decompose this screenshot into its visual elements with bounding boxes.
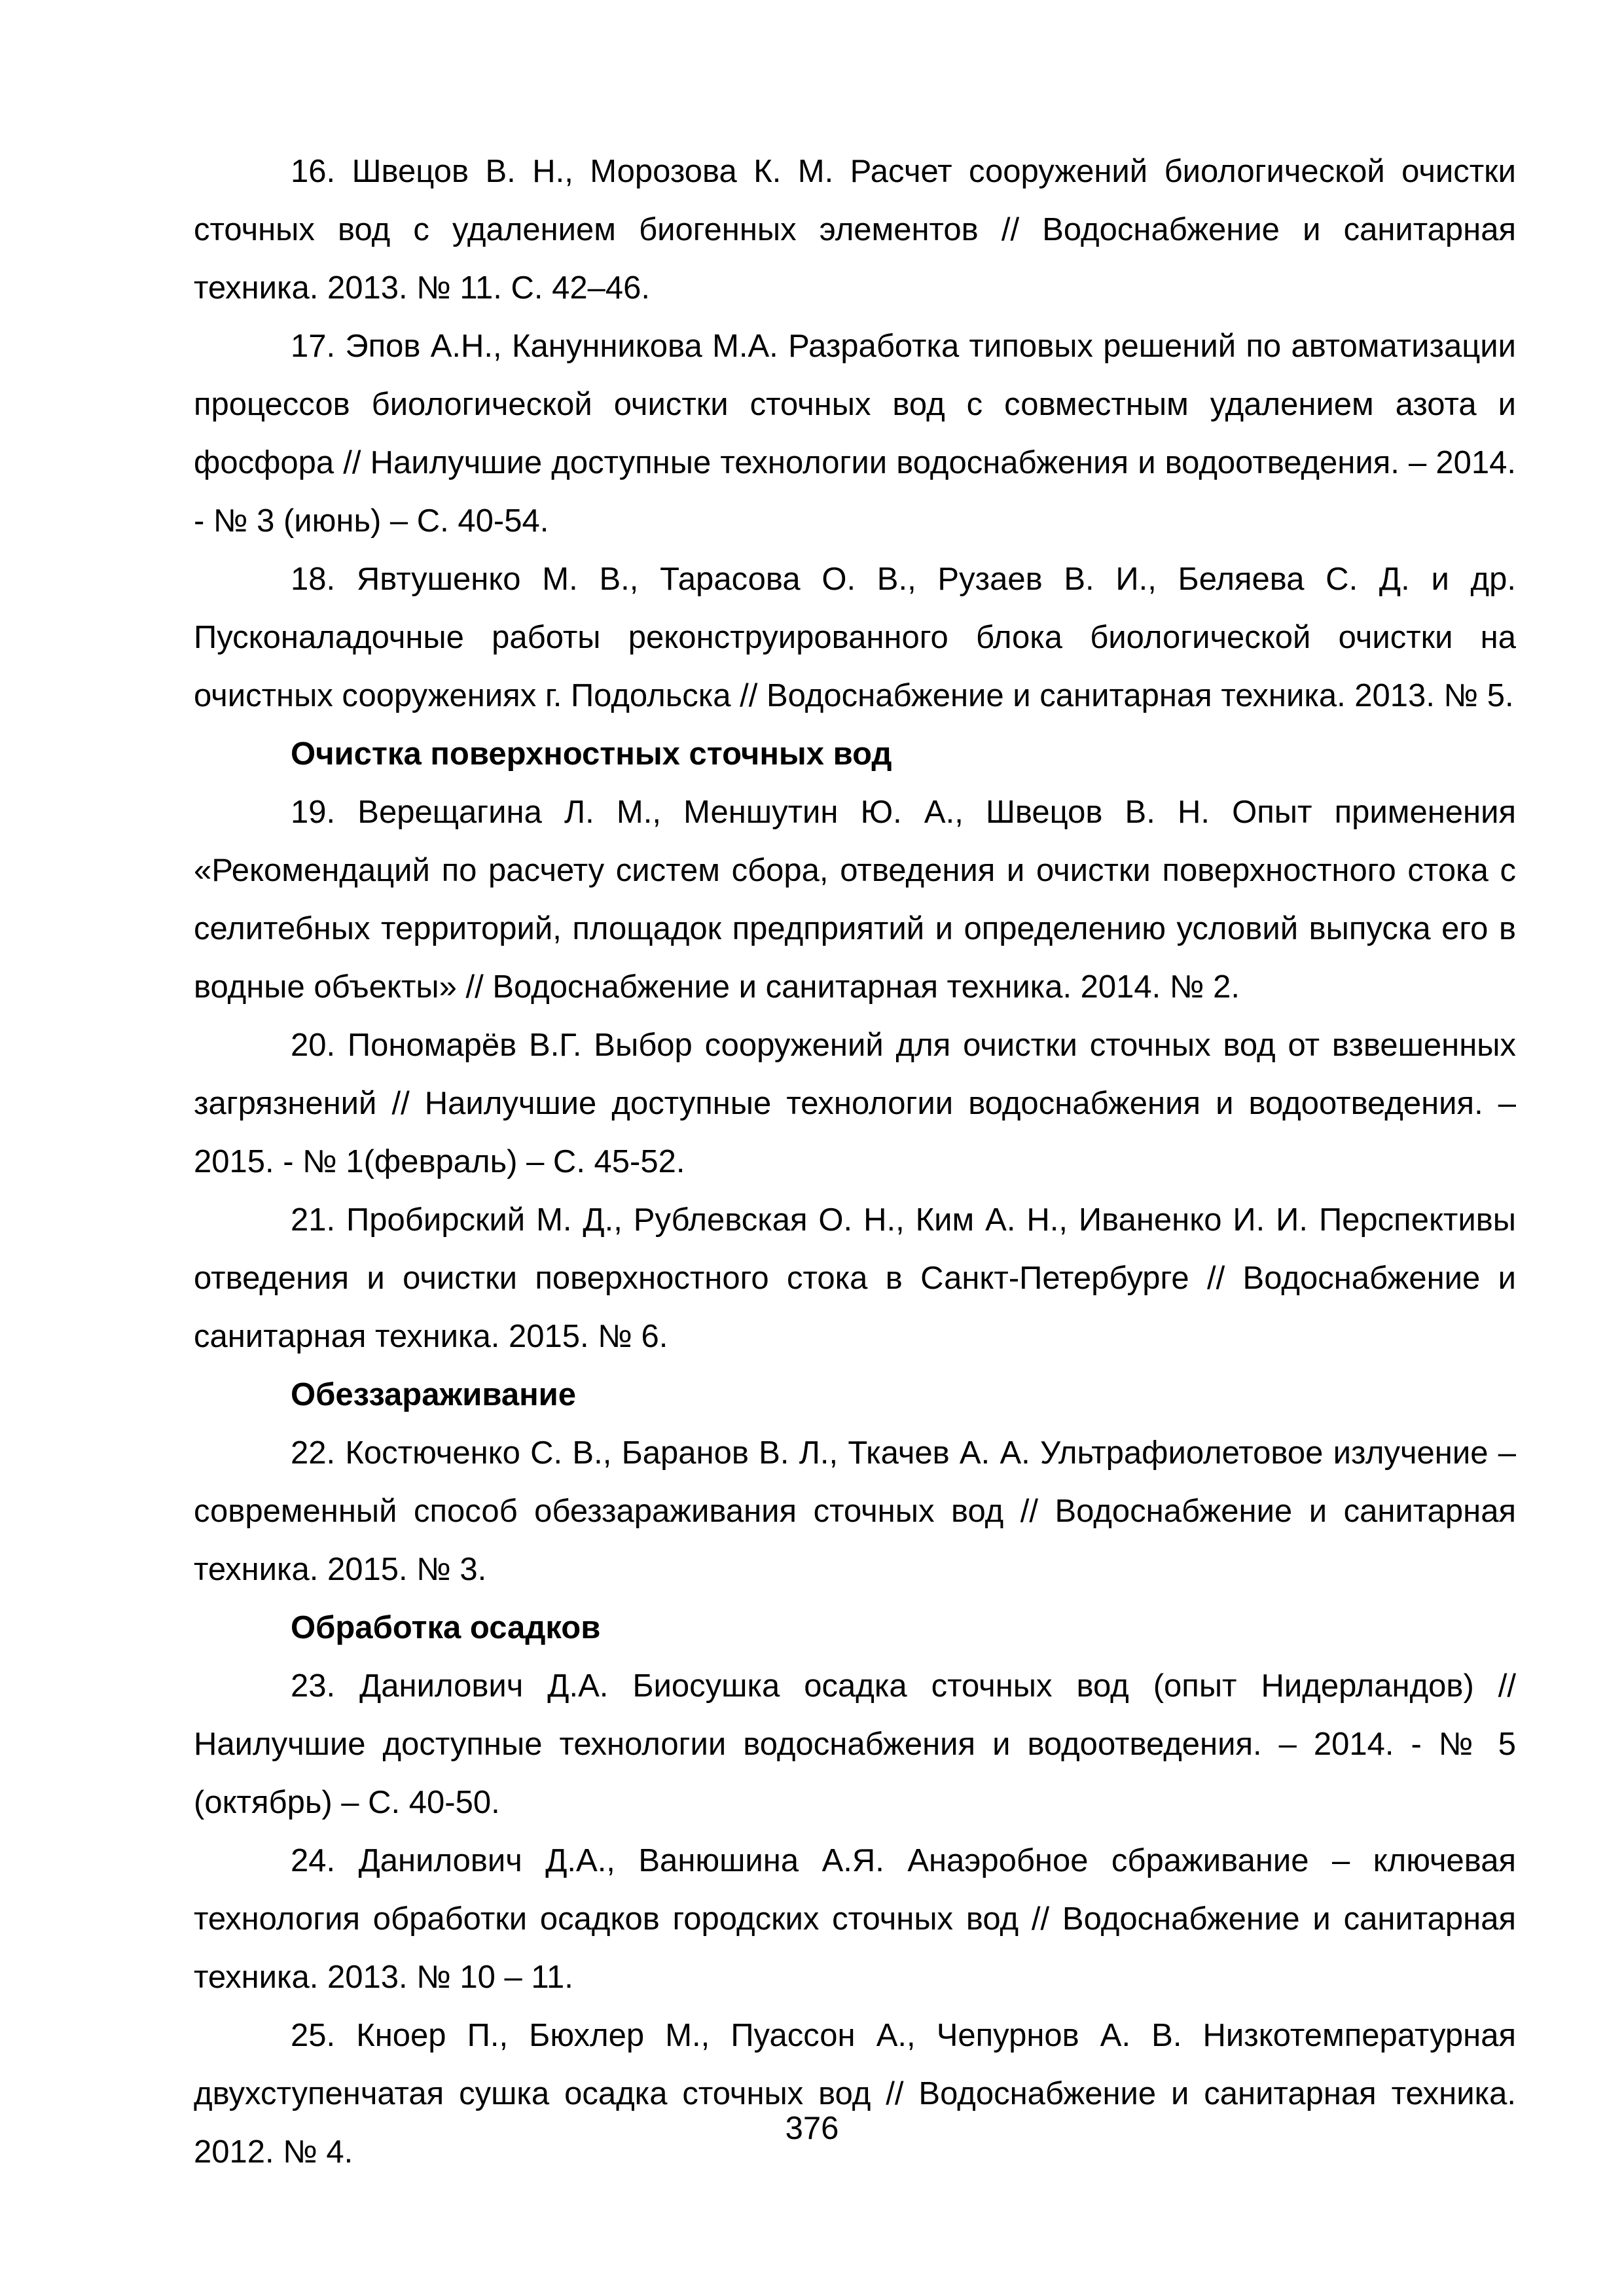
section-heading-disinfection: Обеззараживание <box>291 1377 577 1412</box>
reference-entry-23: 23. Данилович Д.А. Биосушка осадка сточных вод (опыт Нидерландов) // Наилучшие доступные технологии водоснабжения и водоотведения. – 2014. - № 5 (октябрь) – С. 40-50. <box>194 1668 1516 1820</box>
section-heading-sludge-treatment: Обработка осадков <box>291 1610 601 1645</box>
page-number: 376 <box>785 2111 839 2146</box>
reference-entry-19: 19. Верещагина Л. М., Меншутин Ю. А., Швецов В. Н. Опыт применения «Рекомендаций по расчету систем сбора, отведения и очистки поверхностного стока с селитебных территорий, площадок предприятий и определению условий выпуска его в водные объекты» // Водоснабжение и санитарная техника. 2014. № 2. <box>194 795 1516 1005</box>
reference-entry-18: 18. Явтушенко М. В., Тарасова О. В., Рузаев В. И., Беляева С. Д. и др. Пусконаладочные работы реконструированного блока биологической очистки на очистных сооружениях г. Подольска // Водоснабжение и санитарная техника. 2013. № 5. <box>194 562 1516 713</box>
reference-entry-16: 16. Швецов В. Н., Морозова К. М. Расчет сооружений биологической очистки сточных вод с удалением биогенных элементов // Водоснабжение и санитарная техника. 2013. № 11. С. 42–46. <box>194 154 1516 306</box>
reference-entry-25: 25. Кноер П., Бюхлер М., Пуассон А., Чепурнов А. В. Низкотемпературная двухступенчатая сушка осадка сточных вод // Водоснабжение и санитарная техника. 2012. № 4. <box>194 2018 1516 2170</box>
section-heading-surface-wastewater: Очистка поверхностных сточных вод <box>291 736 892 772</box>
reference-list <box>194 143 1516 2181</box>
reference-entry-17: 17. Эпов А.Н., Канунникова М.А. Разработка типовых решений по автоматизации процессов биологической очистки сточных вод с совместным удалением азота и фосфора // Наилучшие доступные технологии водоснабжения и водоотведения. – 2014. - № 3 (июнь) – С. 40-54. <box>194 329 1516 539</box>
reference-entry-21: 21. Пробирский М. Д., Рублевская О. Н., Ким А. Н., Иваненко И. И. Перспективы отведения и очистки поверхностного стока в Санкт-Петербурге // Водоснабжение и санитарная техника. 2015. № 6. <box>194 1202 1516 1354</box>
reference-entry-22: 22. Костюченко С. В., Баранов В. Л., Ткачев А. А. Ультрафиолетовое излучение – современный способ обеззараживания сточных вод // Водоснабжение и санитарная техника. 2015. № 3. <box>194 1435 1516 1587</box>
reference-entry-24: 24. Данилович Д.А., Ванюшина А.Я. Анаэробное сбраживание – ключевая технология обработки осадков городских сточных вод // Водоснабжение и санитарная техника. 2013. № 10 – 11. <box>194 1843 1516 1995</box>
reference-entry-20: 20. Пономарёв В.Г. Выбор сооружений для очистки сточных вод от взвешенных загрязнений // Наилучшие доступные технологии водоснабжения и водоотведения. – 2015. - № 1(февраль) – С. 45-52. <box>194 1028 1516 1179</box>
